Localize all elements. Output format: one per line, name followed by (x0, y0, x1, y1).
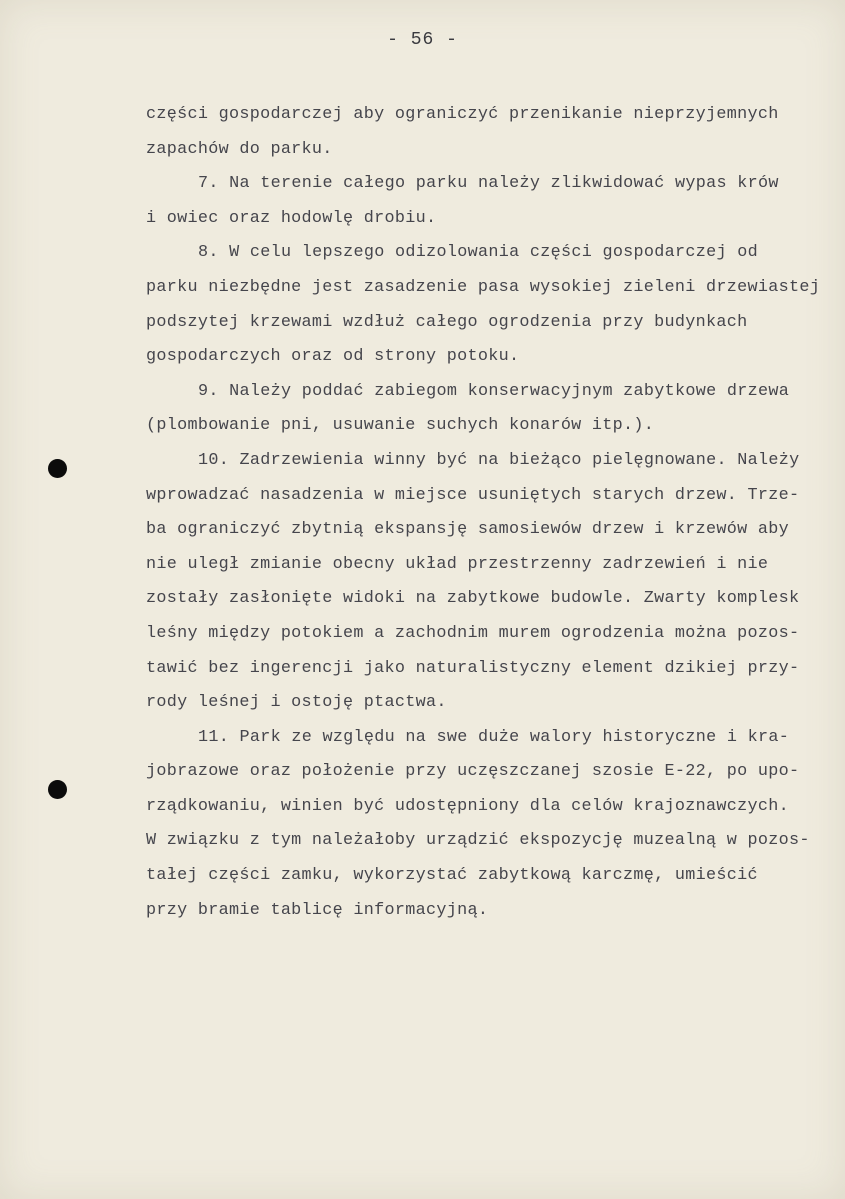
punch-hole (48, 459, 67, 478)
text-line: leśny między potokiem a zachodnim murem ogrodzenia można pozos- (146, 623, 800, 643)
text-line: zostały zasłonięte widoki na zabytkowe budowle. Zwarty komplesk (146, 589, 800, 609)
text-line: (plombowanie pni, usuwanie suchych konarów itp.). (146, 416, 655, 436)
text-line: W związku z tym należałoby urządzić ekspozycję muzealną w pozos- (146, 831, 810, 851)
page-number: - 56 - (387, 30, 458, 50)
text-line: zapachów do parku. (146, 139, 333, 159)
text-line: rządkowaniu, winien być udostępniony dla celów krajoznawczych. (146, 796, 789, 816)
text-line: tałej części zamku, wykorzystać zabytkową karczmę, umieścić (146, 866, 758, 886)
text-line: wprowadzać nasadzenia w miejsce usuniętych starych drzew. Trze- (146, 485, 800, 505)
document-body (146, 98, 836, 928)
text-line: 7. Na terenie całego parku należy zlikwidować wypas krów (198, 174, 779, 194)
text-line: 8. W celu lepszego odizolowania części gospodarczej od (198, 243, 759, 263)
text-line: gospodarczych oraz od strony potoku. (146, 347, 520, 367)
text-line: parku niezbędne jest zasadzenie pasa wysokiej zieleni drzewiastej (146, 277, 821, 297)
text-line: przy bramie tablicę informacyjną. (146, 900, 489, 920)
text-line: 11. Park ze względu na swe duże walory historyczne i kra- (198, 727, 790, 747)
text-line: rody leśnej i ostoję ptactwa. (146, 693, 447, 713)
text-line: jobrazowe oraz położenie przy uczęszczanej szosie E-22, po upo- (146, 762, 800, 782)
text-line: ba ograniczyć zbytnią ekspansję samosiewów drzew i krzewów aby (146, 520, 789, 540)
punch-hole (48, 780, 67, 799)
text-line: i owiec oraz hodowlę drobiu. (146, 208, 437, 228)
text-line: podszytej krzewami wzdłuż całego ogrodzenia przy budynkach (146, 312, 748, 332)
text-line: 10. Zadrzewienia winny być na bieżąco pielęgnowane. Należy (198, 450, 800, 470)
text-line: tawić bez ingerencji jako naturalistyczny element dzikiej przy- (146, 658, 800, 678)
text-line: części gospodarczej aby ograniczyć przenikanie nieprzyjemnych (146, 105, 779, 124)
text-line: nie uległ zmianie obecny układ przestrzenny zadrzewień i nie (146, 554, 769, 574)
text-line: 9. Należy poddać zabiegom konserwacyjnym zabytkowe drzewa (198, 381, 790, 401)
